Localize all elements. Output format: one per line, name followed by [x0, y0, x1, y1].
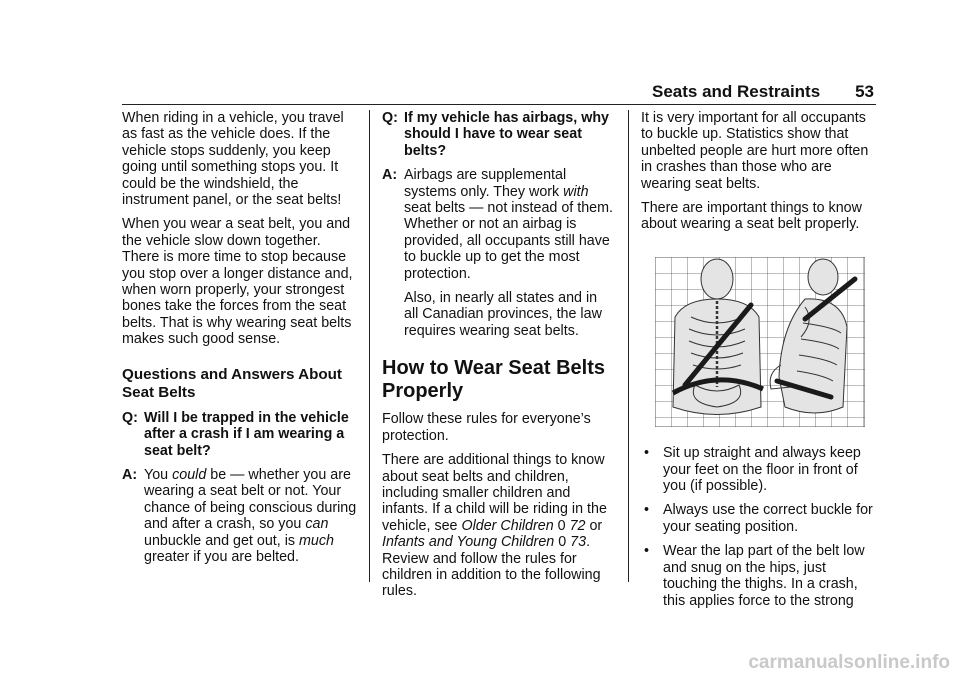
bullet-text: Always use the correct buckle for your seating position.: [663, 502, 873, 535]
bullet-text: Sit up straight and always keep your feet on the floor in front of you (if possible).: [663, 445, 861, 495]
paragraph: Follow these rules for everyone’s protection.: [382, 411, 591, 444]
column-divider: [369, 110, 370, 582]
paragraph: When riding in a vehicle, you travel as fast as the vehicle does. If the vehicle stops suddenly, you keep going until something stops you. It could be the windshield, the instrument panel, or the seat belts!: [122, 110, 344, 209]
answer: [122, 467, 358, 565]
link-infants-young-children[interactable]: Infants and Young Children 0 73: [382, 534, 587, 551]
answer-label: A:: [382, 167, 398, 184]
column-right: [641, 110, 877, 617]
column-divider: [628, 110, 629, 582]
bullet-item: [641, 502, 877, 535]
question-label: Q:: [382, 110, 398, 126]
header-rule: [122, 104, 876, 105]
section-heading: Questions and Answers About Seat Belts: [122, 365, 342, 401]
bullet-item: [641, 543, 877, 609]
running-header: [652, 82, 874, 102]
question-label: Q:: [122, 409, 138, 426]
question-text: If my vehicle has airbags, why should I have to wear seat belts?: [404, 110, 610, 159]
watermark: carmanualsonline.info: [748, 652, 950, 673]
paragraph: There are additional things to know about seat belts and children, including smaller children and infants. If a child will be riding in the vehicle, see Older Children 0 72 or Infants and Young Children 0 73. Review and follow the rules for children in addition to the following rules.: [382, 452, 607, 600]
question: [122, 410, 358, 459]
section-title: Seats and Restraints: [652, 82, 821, 101]
link-older-children[interactable]: Older Children 0 72: [461, 517, 586, 534]
answer: [382, 167, 614, 282]
answer-label: A:: [122, 466, 138, 483]
column-middle: [382, 110, 614, 608]
answer-text: Airbags are supplemental systems only. They work with seat belts — not instead of them. Whether or not an airbag is provided, all occupants still have to buckle up to get the most protection.: [404, 167, 614, 282]
answer-continuation: Also, in nearly all states and in all Canadian provinces, the law requires wearing seat belts.: [404, 290, 602, 339]
section-heading: How to Wear Seat Belts Properly: [382, 357, 606, 403]
paragraph: It is very important for all occupants to buckle up. Statistics show that unbelted people are hurt more often in crashes than those who are wearing seat belts.: [641, 110, 869, 192]
paragraph: When you wear a seat belt, you and the vehicle slow down together. There is more time to stop because you stop over a longer distance and, when worn properly, your strongest bones take the forces from the seat belts. That is why wearing seat belts makes such good sense.: [122, 216, 353, 348]
bullet-marker: •: [644, 445, 650, 462]
answer-text: You could be — whether you are wearing a seat belt or not. Your chance of being conscious during and after a crash, so you can unbuckle and get out, is much greater if you are belted.: [144, 466, 357, 565]
bullet-marker: •: [644, 543, 650, 560]
paragraph: There are important things to know about wearing a seat belt properly.: [641, 200, 862, 233]
seatbelt-skeleton-illustration: [655, 257, 865, 427]
bullet-text: Wear the lap part of the belt low and snug on the hips, just touching the thighs. In a crash, this applies force to the strong: [663, 543, 865, 609]
question-text: Will I be trapped in the vehicle after a crash if I am wearing a seat belt?: [144, 409, 349, 459]
question: [382, 110, 614, 159]
page-number: 53: [855, 82, 874, 101]
bullet-item: [641, 445, 877, 494]
column-left: [122, 110, 358, 573]
bullet-marker: •: [644, 502, 650, 519]
